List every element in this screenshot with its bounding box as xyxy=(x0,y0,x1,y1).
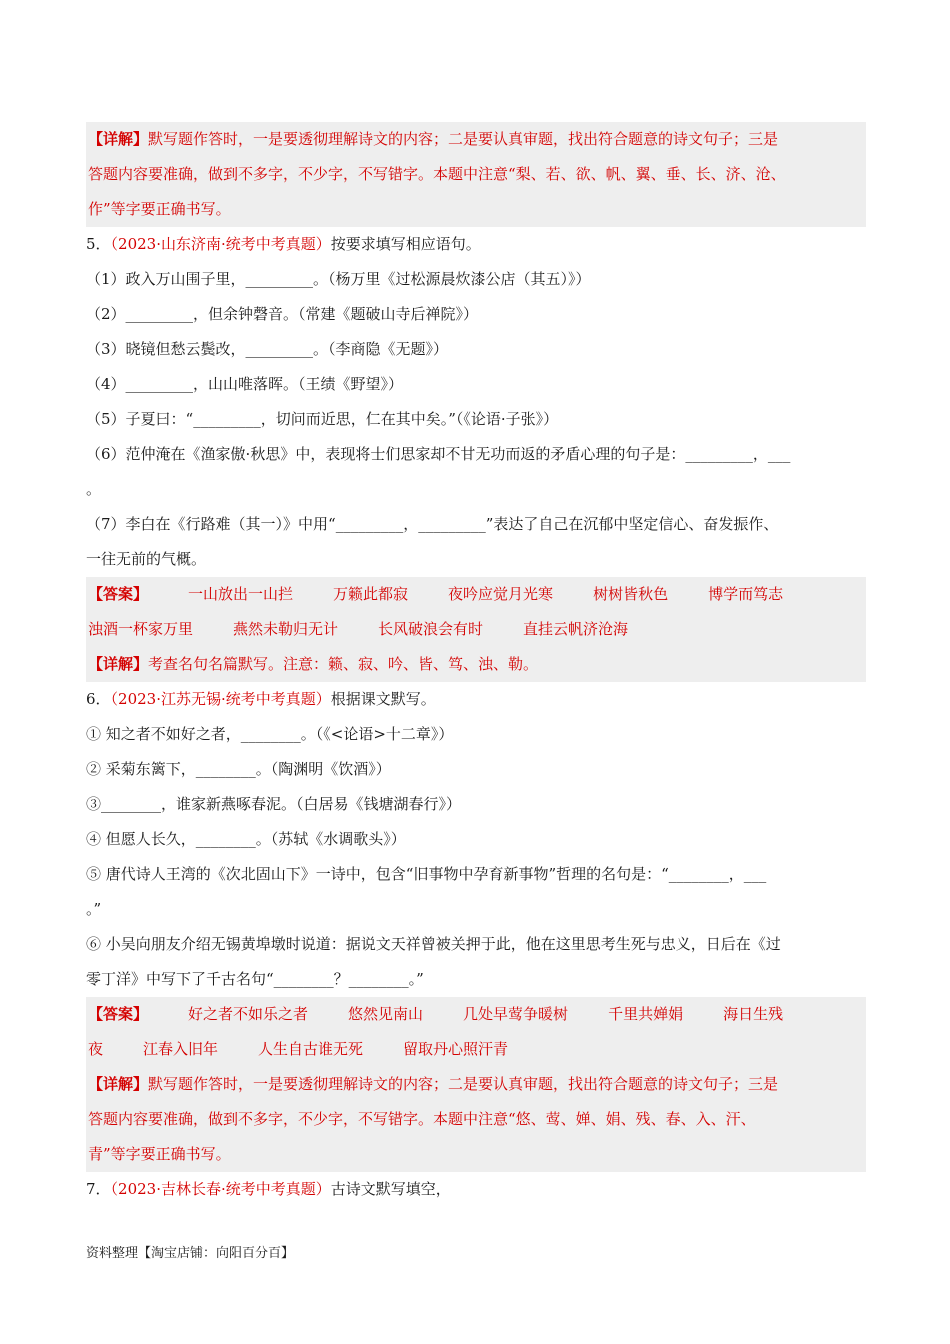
question-item: ⑥ 小吴向朋友介绍无锡黄埠墩时说道：据说文天祥曾被关押于此，他在这里思考生死与忠义，日后在《过 xyxy=(86,935,781,953)
answer: 江春入旧年 xyxy=(143,1040,219,1058)
page-footer: 资料整理【淘宝店铺：向阳百分百】 xyxy=(86,1246,295,1261)
question-source: （2023·江苏无锡·统考中考真题） xyxy=(110,690,331,708)
question-heading: 7．（2023·吉林长春·统考中考真题）古诗文默写填空， xyxy=(86,1180,451,1198)
answer: 几处早莺争暖树 xyxy=(463,1005,569,1023)
question-item: （3）晓镜但愁云鬓改，_________。（李商隐《无题》） xyxy=(86,340,449,358)
detail-line: 答题内容要准确，做到不多字，不少字，不写错字。本题中注意“梨、若、欲、帆、翼、垂、长、济、沧、 xyxy=(88,165,786,183)
detail-line: 【详解】考查名句名篇默写。注意：籁、寂、吟、皆、笃、浊、勒。 xyxy=(88,655,539,673)
question-heading: 6．（2023·江苏无锡·统考中考真题）根据课文默写。 xyxy=(86,690,436,708)
detail-label: 【详解】 xyxy=(88,1075,149,1093)
question-item: ② 采菊东篱下，________。（陶渊明《饮酒》） xyxy=(86,760,391,778)
question-item: ① 知之者不如好之者，________。（《<论语>十二章》） xyxy=(86,725,454,743)
answer: 千里共婵娟 xyxy=(608,1005,684,1023)
answer: 浊酒一杯家万里 xyxy=(88,620,194,638)
question-6 xyxy=(86,682,866,1172)
detail-line: 青”等字要正确书写。 xyxy=(88,1145,231,1163)
answer: 海日生残 xyxy=(723,1005,784,1023)
answer-row xyxy=(86,577,866,612)
answer: 长风破浪会有时 xyxy=(378,620,484,638)
question-item: （4）_________，山山唯落晖。（王绩《野望》） xyxy=(86,375,404,393)
question-item: ④ 但愿人长久，________。（苏轼《水调歌头》） xyxy=(86,830,406,848)
question-item: 。” xyxy=(86,900,102,918)
answer: 燕然未勒归无计 xyxy=(233,620,339,638)
detail-line: 答题内容要准确，做到不多字，不少字，不写错字。本题中注意“悠、莺、婵、娟、残、春、入、汗、 xyxy=(88,1110,756,1128)
question-item: ③________，谁家新燕啄春泥。（白居易《钱塘湖春行》） xyxy=(86,795,462,813)
question-source: （2023·吉林长春·统考中考真题） xyxy=(110,1180,331,1198)
answer: 好之者不如乐之者 xyxy=(188,1005,309,1023)
answer-row xyxy=(86,1032,866,1067)
question-item: ⑤ 唐代诗人王湾的《次北固山下》一诗中，包含“旧事物中孕育新事物”哲理的名句是：“________，___ xyxy=(86,865,767,883)
answer: 悠然见南山 xyxy=(348,1005,424,1023)
question-item: （7）李白在《行路难（其一）》中用“_________，_________”表达了自己在沉郁中坚定信心、奋发振作、 xyxy=(86,515,779,533)
detail-line: 作”等字要正确书写。 xyxy=(88,200,231,218)
answer: 树树皆秋色 xyxy=(593,585,669,603)
answer: 直挂云帆济沧海 xyxy=(523,620,629,638)
question-5 xyxy=(86,227,866,682)
question-item: （1）政入万山围子里，_________。（杨万里《过松源晨炊漆公店（其五）》） xyxy=(86,270,591,288)
question-item: （2）_________，但余钟磬音。（常建《题破山寺后禅院》） xyxy=(86,305,479,323)
answer: 博学而笃志 xyxy=(708,585,784,603)
detail-box-q4 xyxy=(86,122,866,227)
answer: 夜 xyxy=(88,1040,104,1058)
question-item: 。 xyxy=(86,480,102,498)
detail-line: 【详解】默写题作答时，一是要透彻理解诗文的内容；二是要认真审题，找出符合题意的诗文句子；三是 xyxy=(88,1075,779,1093)
answer: 万籁此都寂 xyxy=(333,585,409,603)
answer-row xyxy=(86,997,866,1032)
answer-box-q6 xyxy=(86,997,866,1172)
question-heading: 5．（2023·山东济南·统考中考真题）按要求填写相应语句。 xyxy=(86,235,481,253)
document-page xyxy=(86,122,866,1207)
question-item: （6）范仲淹在《渔家傲·秋思》中，表现将士们思家却不甘无功而返的矛盾心理的句子是：_________，___ xyxy=(86,445,791,463)
question-source: （2023·山东济南·统考中考真题） xyxy=(110,235,331,253)
answer-label: 【答案】 xyxy=(88,585,149,603)
answer-box-q5 xyxy=(86,577,866,682)
question-7 xyxy=(86,1172,866,1207)
detail-label: 【详解】 xyxy=(88,655,149,673)
answer-label: 【答案】 xyxy=(88,1005,149,1023)
question-item: 零丁洋》中写下了千古名句“________？________。” xyxy=(86,970,424,988)
answer: 留取丹心照汗青 xyxy=(403,1040,509,1058)
answer-row xyxy=(86,612,866,647)
question-item: 一往无前的气概。 xyxy=(86,550,207,568)
detail-line: 【详解】默写题作答时，一是要透彻理解诗文的内容；二是要认真审题，找出符合题意的诗文句子；三是 xyxy=(88,130,779,148)
answer: 一山放出一山拦 xyxy=(188,585,294,603)
question-item: （5）子夏曰：“_________，切问而近思，仁在其中矣。”（《论语·子张》） xyxy=(86,410,559,428)
detail-label: 【详解】 xyxy=(88,130,149,148)
answer: 夜吟应觉月光寒 xyxy=(448,585,554,603)
answer: 人生自古谁无死 xyxy=(258,1040,364,1058)
